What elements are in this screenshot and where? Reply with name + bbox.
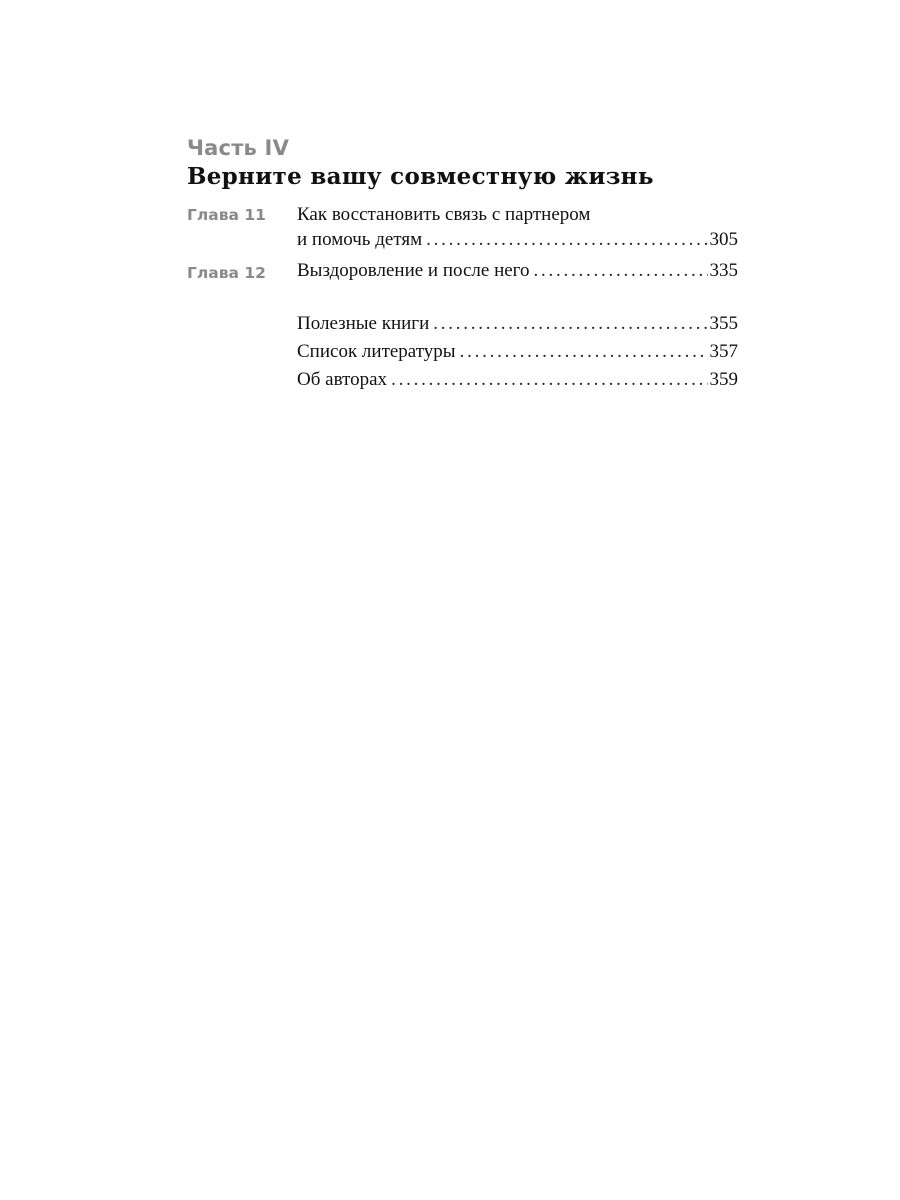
chapter-11-page: 305: [709, 229, 738, 250]
bibliography-title: Список литературы: [297, 340, 460, 364]
chapter-11-title-line2: и помочь детям: [297, 228, 426, 252]
dot-leader: [426, 228, 707, 252]
about-authors-page: 359: [709, 369, 738, 390]
dot-leader: [460, 340, 708, 364]
chapter-12-label: Глава 12: [187, 264, 266, 282]
useful-books-title: Полезные книги: [297, 312, 433, 336]
part-title: Верните вашу совместную жизнь: [187, 163, 654, 190]
chapter-12-title: Выздоровление и после него: [297, 259, 534, 283]
useful-books-page: 355: [709, 313, 738, 334]
toc-entry-about-authors[interactable]: [297, 368, 738, 392]
toc-entry-useful-books[interactable]: [297, 312, 738, 336]
dot-leader: [433, 312, 707, 336]
toc-entry-chapter-12[interactable]: [297, 259, 738, 283]
dot-leader: [534, 259, 708, 283]
chapter-11-label: Глава 11: [187, 206, 266, 224]
chapter-12-page: 335: [709, 260, 738, 281]
dot-leader: [391, 368, 707, 392]
bibliography-page: 357: [709, 341, 738, 362]
toc-entry-chapter-11[interactable]: [297, 228, 738, 252]
chapter-11-title-line1: Как восстановить связь с партнером: [297, 204, 591, 225]
toc-entry-bibliography[interactable]: [297, 340, 738, 364]
about-authors-title: Об авторах: [297, 368, 391, 392]
part-label: Часть IV: [187, 136, 290, 160]
